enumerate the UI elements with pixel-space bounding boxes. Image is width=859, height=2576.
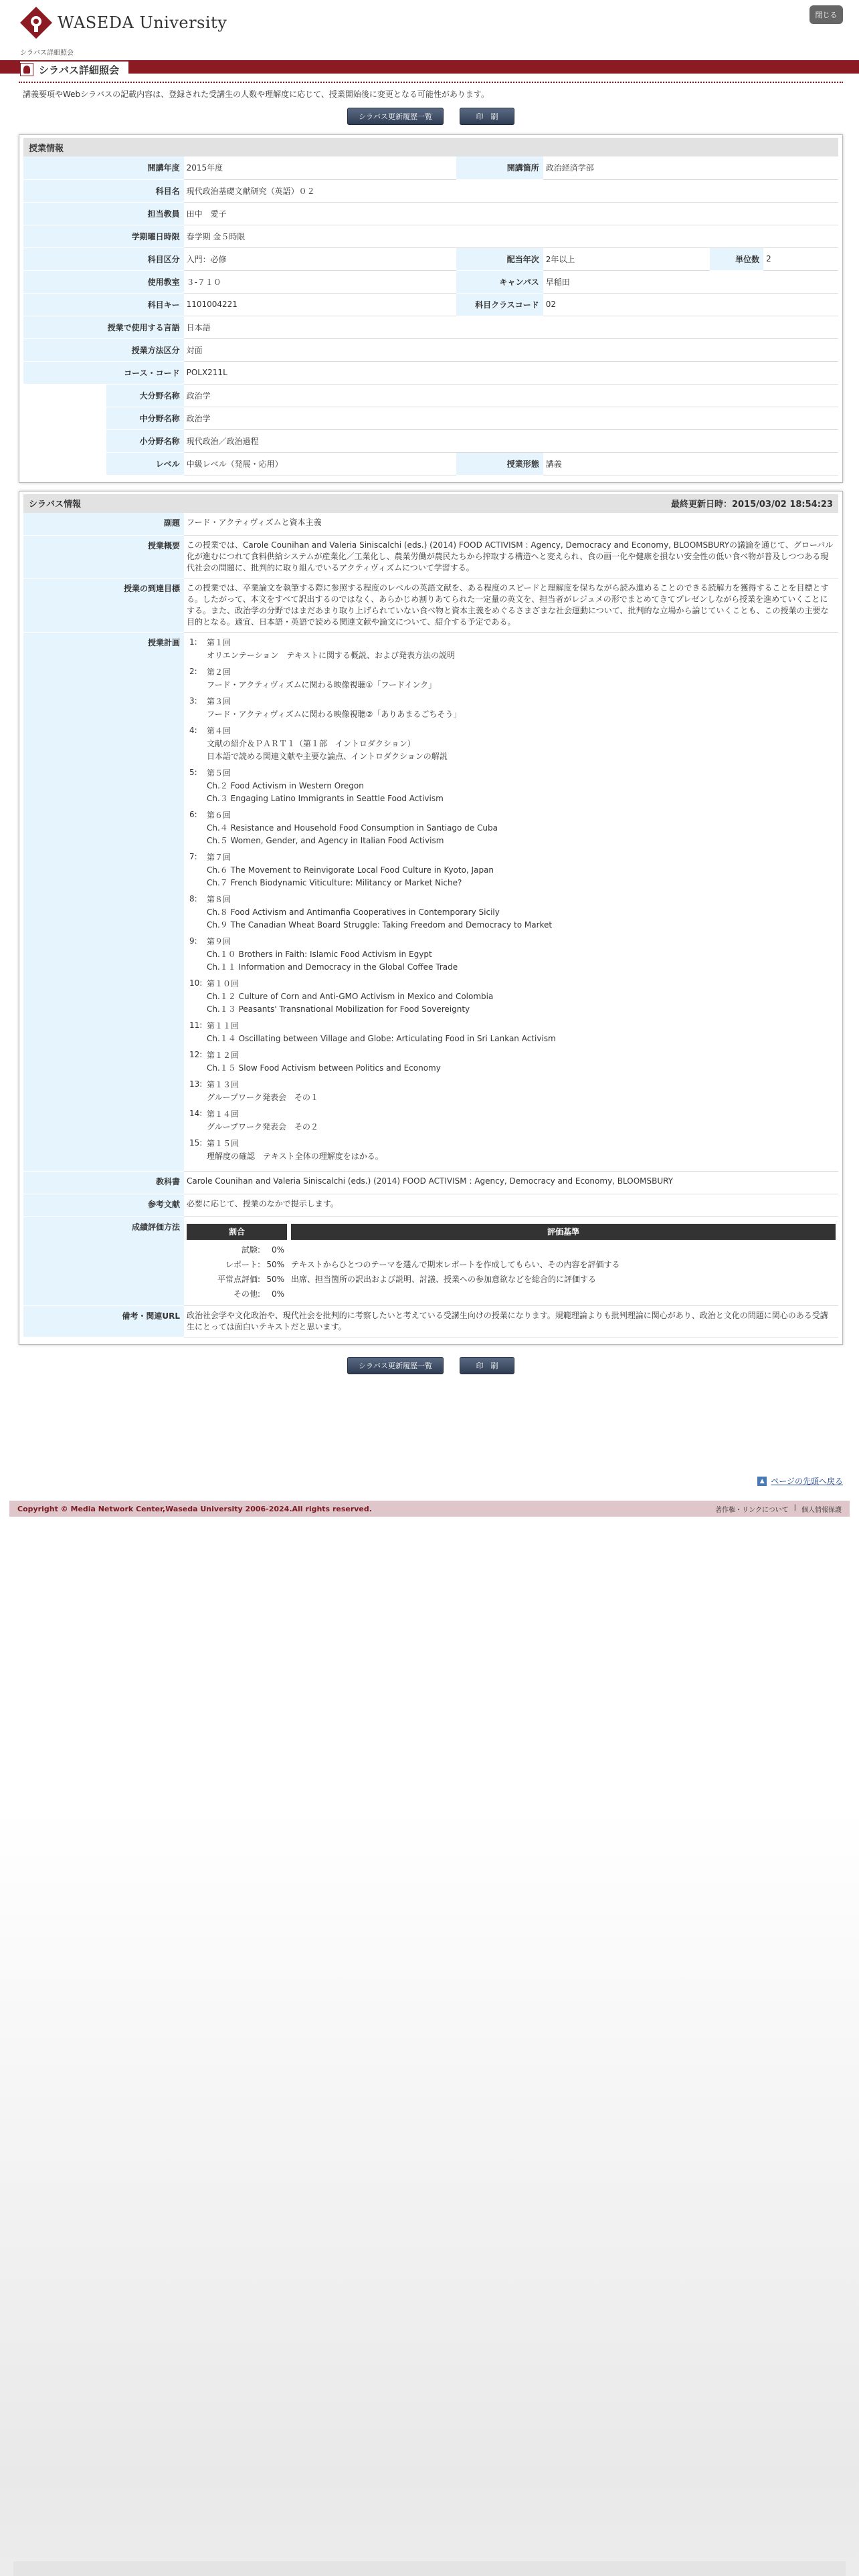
plan-line: 第３回	[207, 697, 231, 706]
campus-label: キャンパス	[456, 270, 543, 293]
table-row	[23, 270, 838, 293]
plan-line: Ch.９ The Canadian Wheat Board Struggle: Taking Freedom and Democracy to Market	[207, 920, 553, 930]
plan-number: 9:	[189, 936, 197, 946]
plan-number: 2:	[189, 667, 197, 676]
plan-line: 第１５回	[207, 1139, 240, 1148]
copyright-link[interactable]: 著作権・リンクについて	[715, 1506, 789, 1514]
plan-line: Ch.１４ Oscillating between Village and Globe: Articulating Food in Sri Lankan Activism	[207, 1034, 556, 1043]
plan-line: 第２回	[207, 667, 231, 677]
plan-body	[207, 936, 458, 974]
evaluation-criteria: 出席、担当箇所の訳出および説明、討議、授業への参加意欲などを総合的に評価する	[291, 1275, 597, 1284]
language-label: 授業で使用する言語	[23, 316, 184, 338]
plan-line: オリエンテーション テキストに関する概説、および発表方法の説明	[207, 651, 456, 660]
plan-line: Ch.１５ Slow Food Activism between Politics and Economy	[207, 1063, 441, 1073]
name-value: 現代政治基礎文献研究（英語）０２	[184, 179, 838, 202]
page-title: シラバス詳細照会	[39, 64, 120, 76]
name-label: 科目名	[23, 179, 184, 202]
syllabus-panel	[19, 491, 843, 1346]
plan-line: フード・アクティヴィズムに関わる映像視聴①「フードインク」	[207, 680, 437, 689]
plan-number: 10:	[189, 978, 203, 988]
plan-item	[187, 1079, 836, 1104]
overview-label: 授業概要	[23, 536, 184, 578]
site-header	[0, 0, 859, 60]
table-row	[23, 293, 838, 316]
plan-line: 第７回	[207, 853, 231, 862]
plan-item	[187, 1138, 836, 1163]
level-value: 中級レベル（発展・応用）	[184, 452, 456, 475]
table-row	[23, 407, 838, 429]
plan-body	[207, 1020, 556, 1045]
breadcrumb: シラバス詳細照会	[20, 49, 74, 57]
key-label: 科目キー	[23, 293, 184, 316]
indent-cell	[23, 384, 106, 407]
indent-cell	[23, 429, 106, 452]
plan-number: 7:	[189, 852, 197, 861]
textbook-label: 教科書	[23, 1172, 184, 1194]
plan-line: 第９回	[207, 937, 231, 946]
plan-line: Ch.１３ Peasants' Transnational Mobilization for Food Sovereignty	[207, 1004, 470, 1014]
credits-value: 2	[763, 247, 838, 270]
plan-item	[187, 695, 836, 721]
key-value: 1101004221	[184, 293, 456, 316]
year-value: 2015年度	[184, 156, 456, 179]
form-label: 授業形態	[456, 452, 543, 475]
table-row	[23, 429, 838, 452]
user-icon	[20, 63, 33, 76]
table-row	[23, 179, 838, 202]
language-value: 日本語	[184, 316, 838, 338]
table-row	[23, 316, 838, 338]
plan-line: Ch.１１ Information and Democracy in the Global Coffee Trade	[207, 962, 458, 972]
back-to-top-link[interactable]	[757, 1475, 843, 1487]
minor-label: 小分野名称	[106, 429, 184, 452]
teacher-label: 担当教員	[23, 202, 184, 225]
plan-line: Ch.５ Women, Gender, and Agency in Italian Food Activism	[207, 836, 444, 845]
back-to-top-label: ページの先頭へ戻る	[771, 1477, 843, 1486]
plan-number: 12:	[189, 1050, 203, 1059]
plan-item	[187, 637, 836, 662]
plan-label: 授業計画	[23, 633, 184, 1172]
plan-line: Ch.１０ Brothers in Faith: Islamic Food Activism in Egypt	[207, 950, 432, 959]
table-row	[23, 384, 838, 407]
bottom-strip	[13, 2561, 846, 2576]
plan-line: フード・アクティヴィズムに関わる映像視聴②「ありあまるごちそう」	[207, 710, 462, 719]
plan-item	[187, 725, 836, 763]
campus-value: 早稲田	[543, 270, 838, 293]
indent-cell	[23, 407, 106, 429]
plan-item	[187, 1020, 836, 1045]
syllabus-title: シラバス情報	[29, 500, 82, 510]
plan-body	[207, 666, 436, 691]
evaluation-rows	[187, 1243, 836, 1301]
grade-label: 配当年次	[456, 247, 543, 270]
plan-line: 理解度の確認 テキスト全体の理解度をはかる。	[207, 1152, 383, 1161]
plan-body	[207, 725, 448, 763]
table-row	[23, 338, 838, 361]
evaluation-row	[187, 1287, 836, 1301]
plan-line: Ch.２ Food Activism in Western Oregon	[207, 781, 364, 790]
goals-value: この授業では、卒業論文を執筆する際に参照する程度のレベルの英語文献を、ある程度のスピードと理解度を保ちながら読み進めることのできる読解力を獲得することを目標とする。したがって、本文をすべて訳出するのではなく、あらかじめ割りあてられた一定量の英文を、担当者がレジュメの形でまとめてきてプレゼンしながら授業を進めていくことにする。また、政治学の分野ではまだあまり取り上げられていない食べ物と資本主義をめぐるさまざまな社会運動について、批判的な立場から論じていくことも、この授業の主要な目的となる。適宜、日本語・英語で読める関連文献や論文について、紹介する予定である。	[184, 578, 838, 633]
plan-item	[187, 666, 836, 691]
evaluation-item-label: その他:	[233, 1289, 260, 1299]
waseda-logo[interactable]	[19, 5, 227, 40]
goals-label: 授業の到達目標	[23, 578, 184, 633]
plan-body	[207, 1049, 441, 1075]
credits-label: 単位数	[710, 247, 763, 270]
plan-body	[207, 851, 494, 889]
plan-line: 第１３回	[207, 1080, 240, 1089]
plan-line: 第５回	[207, 768, 231, 778]
plan-item	[187, 978, 836, 1016]
plan-item	[187, 893, 836, 932]
plan-line: グループワーク発表会 その２	[207, 1122, 319, 1132]
method-value: 対面	[184, 338, 838, 361]
print-button[interactable]: 印 刷	[460, 108, 514, 125]
course-info-table	[23, 156, 838, 475]
plan-line: Ch.７ French Biodynamic Viticulture: Militancy or Market Niche?	[207, 878, 462, 887]
syllabus-history-button[interactable]: シラバス更新履歴一覧	[347, 108, 444, 125]
plan-number: 8:	[189, 894, 197, 903]
privacy-link[interactable]: 個人情報保護	[801, 1506, 842, 1514]
evaluation-row	[187, 1243, 836, 1257]
faculty-label: 開講箇所	[456, 156, 543, 179]
references-value: 必要に応じて、授業のなかで提示します。	[184, 1194, 838, 1217]
ratio-header: 割合	[187, 1224, 287, 1240]
page-title-row	[20, 62, 128, 78]
plan-line: 第１４回	[207, 1109, 240, 1119]
plan-item	[187, 1108, 836, 1134]
middle-value: 政治学	[184, 407, 838, 429]
logo-text: WASEDA University	[58, 13, 227, 32]
code-label: コース・コード	[23, 361, 184, 384]
evaluation-label: 成績評価方法	[23, 1217, 184, 1306]
evaluation-criteria	[287, 1243, 836, 1257]
plan-body	[207, 1138, 383, 1163]
table-row	[23, 202, 838, 225]
top-button-row	[19, 108, 843, 125]
plan-item	[187, 936, 836, 974]
criteria-header: 評価基準	[291, 1224, 836, 1240]
plan-line: Ch.３ Engaging Latino Immigrants in Seattle Food Activism	[207, 794, 444, 803]
evaluation-header	[187, 1224, 836, 1240]
references-label: 参考文献	[23, 1194, 184, 1217]
year-label: 開講年度	[23, 156, 184, 179]
teacher-value: 田中 愛子	[184, 202, 838, 225]
middle-label: 中分野名称	[106, 407, 184, 429]
method-label: 授業方法区分	[23, 338, 184, 361]
evaluation-row	[187, 1257, 836, 1272]
plan-body	[207, 767, 444, 805]
room-value: ３-７１０	[184, 270, 456, 293]
syllabus-history-button-bottom[interactable]: シラバス更新履歴一覧	[347, 1357, 444, 1374]
term-label: 学期曜日時限	[23, 225, 184, 247]
plan-number: 13:	[189, 1079, 203, 1089]
table-row	[23, 633, 838, 1172]
grade-value: 2年以上	[543, 247, 710, 270]
table-row	[23, 361, 838, 384]
plan-number: 14:	[189, 1109, 203, 1118]
notes-value: 政治社会学や文化政治や、現代社会を批判的に考察したいと考えている受講生向けの授業になります。規範理論よりも批判理論に関心があり、政治と文化の問題に関心のある受講生にとっては面白いテキストだと思います。	[184, 1306, 838, 1337]
class-code-value: 02	[543, 293, 838, 316]
plan-line: Ch.１２ Culture of Corn and Anti-GMO Activism in Mexico and Colombia	[207, 992, 494, 1001]
minor-value: 現代政治／政治過程	[184, 429, 838, 452]
plan-body	[207, 893, 552, 932]
evaluation-item-label: 試験:	[241, 1245, 260, 1255]
evaluation-criteria	[287, 1287, 836, 1301]
plan-line: 日本語で読める関連文献や主要な論点、イントロダクションの解説	[207, 752, 448, 761]
plan-number: 11:	[189, 1021, 203, 1030]
category-label: 科目区分	[23, 247, 184, 270]
plan-number: 5:	[189, 768, 197, 777]
waseda-emblem-icon	[19, 5, 54, 40]
evaluation-percent: 0%	[271, 1245, 284, 1255]
evaluation-item-label: レポート:	[225, 1260, 260, 1269]
syllabus-header	[23, 494, 838, 513]
plan-number: 4:	[189, 726, 197, 735]
subtitle-label: 副題	[23, 513, 184, 536]
plan-body	[207, 695, 461, 721]
plan-number: 1:	[189, 637, 197, 647]
plan-item	[187, 809, 836, 847]
plan-number: 3:	[189, 696, 197, 706]
code-value: POLX211L	[184, 361, 838, 384]
copyright: Copyright © Media Network Center,Waseda University 2006-2024.All rights reserved.	[17, 1504, 372, 1513]
plan-body	[207, 1079, 318, 1104]
plan-line: 文献の紹介＆ＰＡＲＴ１（第１部 イントロダクション）	[207, 739, 415, 748]
table-row	[23, 247, 838, 270]
subtitle-value: フード・アクティヴィズムと資本主義	[184, 513, 838, 536]
footer-divider: |	[793, 1503, 796, 1511]
plan-line: 第４回	[207, 726, 231, 736]
plan-line: 第８回	[207, 895, 231, 904]
table-row	[23, 513, 838, 536]
close-button[interactable]: 閉じる	[809, 5, 843, 24]
term-value: 春学期 金５時限	[184, 225, 838, 247]
room-label: 使用教室	[23, 270, 184, 293]
table-row	[23, 578, 838, 633]
evaluation-row	[187, 1272, 836, 1287]
divider	[19, 82, 843, 83]
last-updated: 最終更新日時：2015/03/02 18:54:23	[670, 500, 833, 510]
table-row	[23, 156, 838, 179]
table-row	[23, 1306, 838, 1337]
plan-line: 第１回	[207, 638, 231, 647]
bottom-button-row	[19, 1357, 843, 1374]
evaluation-percent: 50%	[266, 1275, 284, 1284]
notice-text: 講義要項やWebシラバスの記載内容は、登録された受講生の人数や理解度に応じて、授業開始後に変更となる可能性があります。	[23, 90, 489, 99]
plan-line: Ch.８ Food Activism and Antimanfia Cooperatives in Contemporary Sicily	[207, 907, 500, 917]
header-bar	[0, 60, 859, 74]
level-label: レベル	[106, 452, 184, 475]
course-info-header	[23, 138, 838, 156]
course-info-title: 授業情報	[29, 143, 64, 154]
plan-item	[187, 767, 836, 805]
table-row	[23, 1194, 838, 1217]
textbook-value: Carole Counihan and Valeria Siniscalchi (eds.) (2014) FOOD ACTIVISM : Agency, Democracy and Economy, BLOOMSBURY	[184, 1172, 838, 1194]
major-label: 大分野名称	[106, 384, 184, 407]
plan-line: 第６回	[207, 811, 231, 820]
plan-item	[187, 851, 836, 889]
faculty-value: 政治経済学部	[543, 156, 838, 179]
plan-body	[207, 978, 493, 1016]
plan-item	[187, 1049, 836, 1075]
plan-number: 15:	[189, 1138, 203, 1148]
table-row	[23, 452, 838, 475]
plan-body	[207, 1108, 318, 1134]
table-row	[23, 225, 838, 247]
table-row	[23, 1217, 838, 1306]
plan-line: 第１２回	[207, 1051, 240, 1060]
main-content	[19, 82, 843, 1384]
class-code-label: 科目クラスコード	[456, 293, 543, 316]
overview-value: この授業では、Carole Counihan and Valeria Siniscalchi (eds.) (2014) FOOD ACTIVISM : Agency, Democracy and Economy, BLOOMSBURYの議論を通じて、グローバル化が進むにつれて食料供給システムが産業化／工業化し、農業労働が農民たちから搾取する構造へと変えられ、食の画一化や健康を損ない安全性の低い食べ物が普及しつつある現代社会の問題に、批判的に取り組んでいるアクティヴィズムについて学習する。	[184, 536, 838, 578]
evaluation-percent: 0%	[271, 1289, 284, 1299]
major-value: 政治学	[184, 384, 838, 407]
plan-line: 第１０回	[207, 979, 240, 988]
plan-line: Ch.４ Resistance and Household Food Consumption in Santiago de Cuba	[207, 823, 498, 833]
form-value: 講義	[543, 452, 838, 475]
plan-line: 第１１回	[207, 1021, 240, 1031]
syllabus-table	[23, 513, 838, 1338]
plan-list	[184, 633, 838, 1172]
plan-number: 6:	[189, 810, 197, 819]
evaluation-percent: 50%	[266, 1260, 284, 1269]
print-button-bottom[interactable]: 印 刷	[460, 1357, 514, 1374]
plan-body	[207, 637, 455, 662]
course-info-panel	[19, 134, 843, 483]
notes-label: 備考・関連URL	[23, 1306, 184, 1337]
plan-line: Ch.６ The Movement to Reinvigorate Local Food Culture in Kyoto, Japan	[207, 865, 494, 875]
footer-links	[715, 1504, 842, 1514]
arrow-up-icon: ▲	[757, 1477, 767, 1486]
table-row	[23, 1172, 838, 1194]
plan-body	[207, 809, 498, 847]
table-row	[23, 536, 838, 578]
footer	[9, 1501, 850, 1517]
evaluation-item-label: 平常点評価:	[217, 1275, 260, 1284]
evaluation-criteria: テキストからひとつのテーマを選んで期末レポートを作成してもらい、その内容を評価する	[291, 1260, 620, 1269]
category-value: 入門：必修	[184, 247, 456, 270]
evaluation-table	[184, 1217, 838, 1306]
plan-line: グループワーク発表会 その１	[207, 1093, 319, 1102]
indent-cell	[23, 452, 106, 475]
